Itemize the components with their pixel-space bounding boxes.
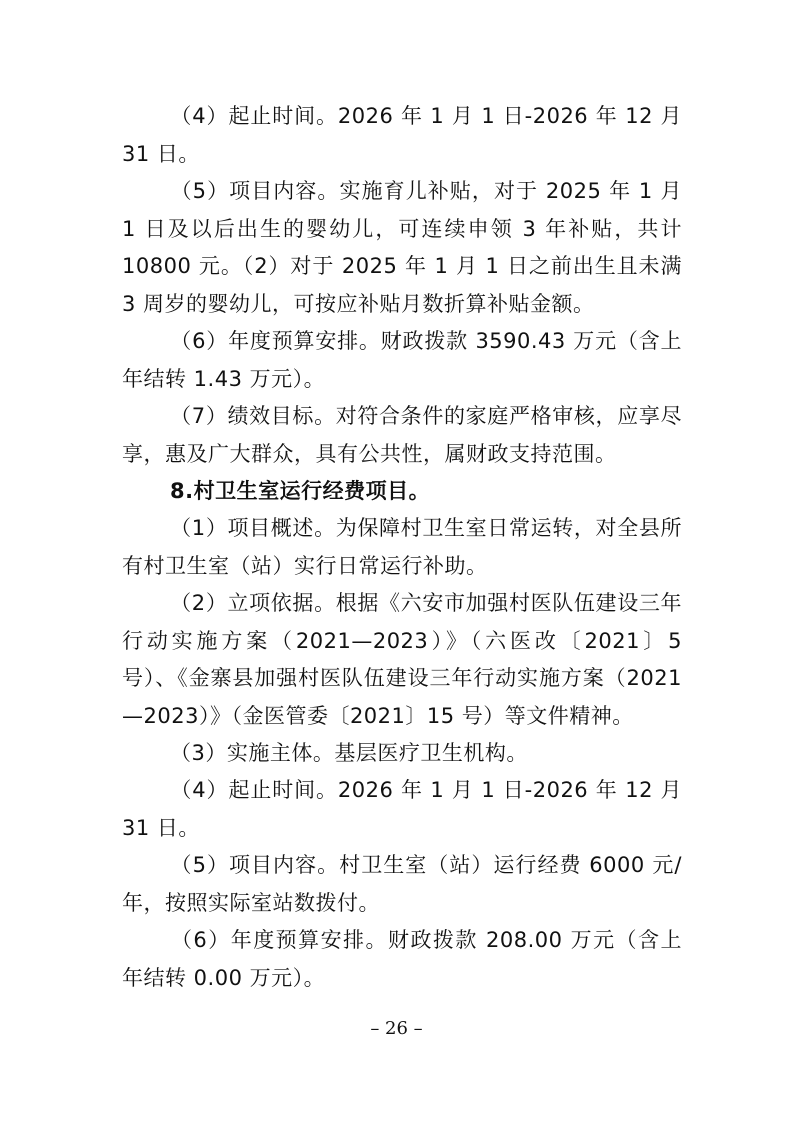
paragraph-project-content-2: （5）项目内容。村卫生室（站）运行经费 6000 元/年，按照实际室站数拨付。 <box>122 853 682 915</box>
paragraph-annual-budget-2: （6）年度预算安排。财政拨款 208.00 万元（含上年结转 0.00 万元）。 <box>122 928 682 990</box>
paragraph-start-end-time-2: （4）起止时间。2026 年 1 月 1 日-2026 年 12 月 31 日。 <box>122 778 682 840</box>
paragraph-project-overview: （1）项目概述。为保障村卫生室日常运转，对全县所有村卫生室（站）实行日常运行补助。 <box>122 516 682 578</box>
paragraph-start-end-time: （4）起止时间。2026 年 1 月 1 日-2026 年 12 月 31 日。 <box>122 104 682 166</box>
paragraph-project-basis: （2）立项依据。根据《六安市加强村医队伍建设三年行动实施方案（2021—2023）》（六医改〔2021〕5 号）、《金寨县加强村医队伍建设三年行动实施方案（2021—2023）》（金医管委〔2021〕15 号）等文件精神。 <box>122 591 682 728</box>
paragraph-performance-goal: （7）绩效目标。对符合条件的家庭严格审核，应享尽享，惠及广大群众，具有公共性，属财政支持范围。 <box>122 404 682 466</box>
section-heading: 8.村卫生室运行经费项目。 <box>170 479 431 503</box>
paragraph-implementing-body: （3）实施主体。基层医疗卫生机构。 <box>170 741 528 765</box>
paragraph-project-content: （5）项目内容。实施育儿补贴，对于 2025 年 1 月 1 日及以后出生的婴幼儿，可连续申领 3 年补贴，共计 10800 元。（2）对于 2025 年 1 月 1 日之前出生且未满 3 周岁的婴幼儿，可按应补贴月数折算补贴金额。 <box>122 179 682 316</box>
page-number: – 26 – <box>370 1018 423 1039</box>
paragraph-annual-budget: （6）年度预算安排。财政拨款 3590.43 万元（含上年结转 1.43 万元）。 <box>122 329 682 391</box>
